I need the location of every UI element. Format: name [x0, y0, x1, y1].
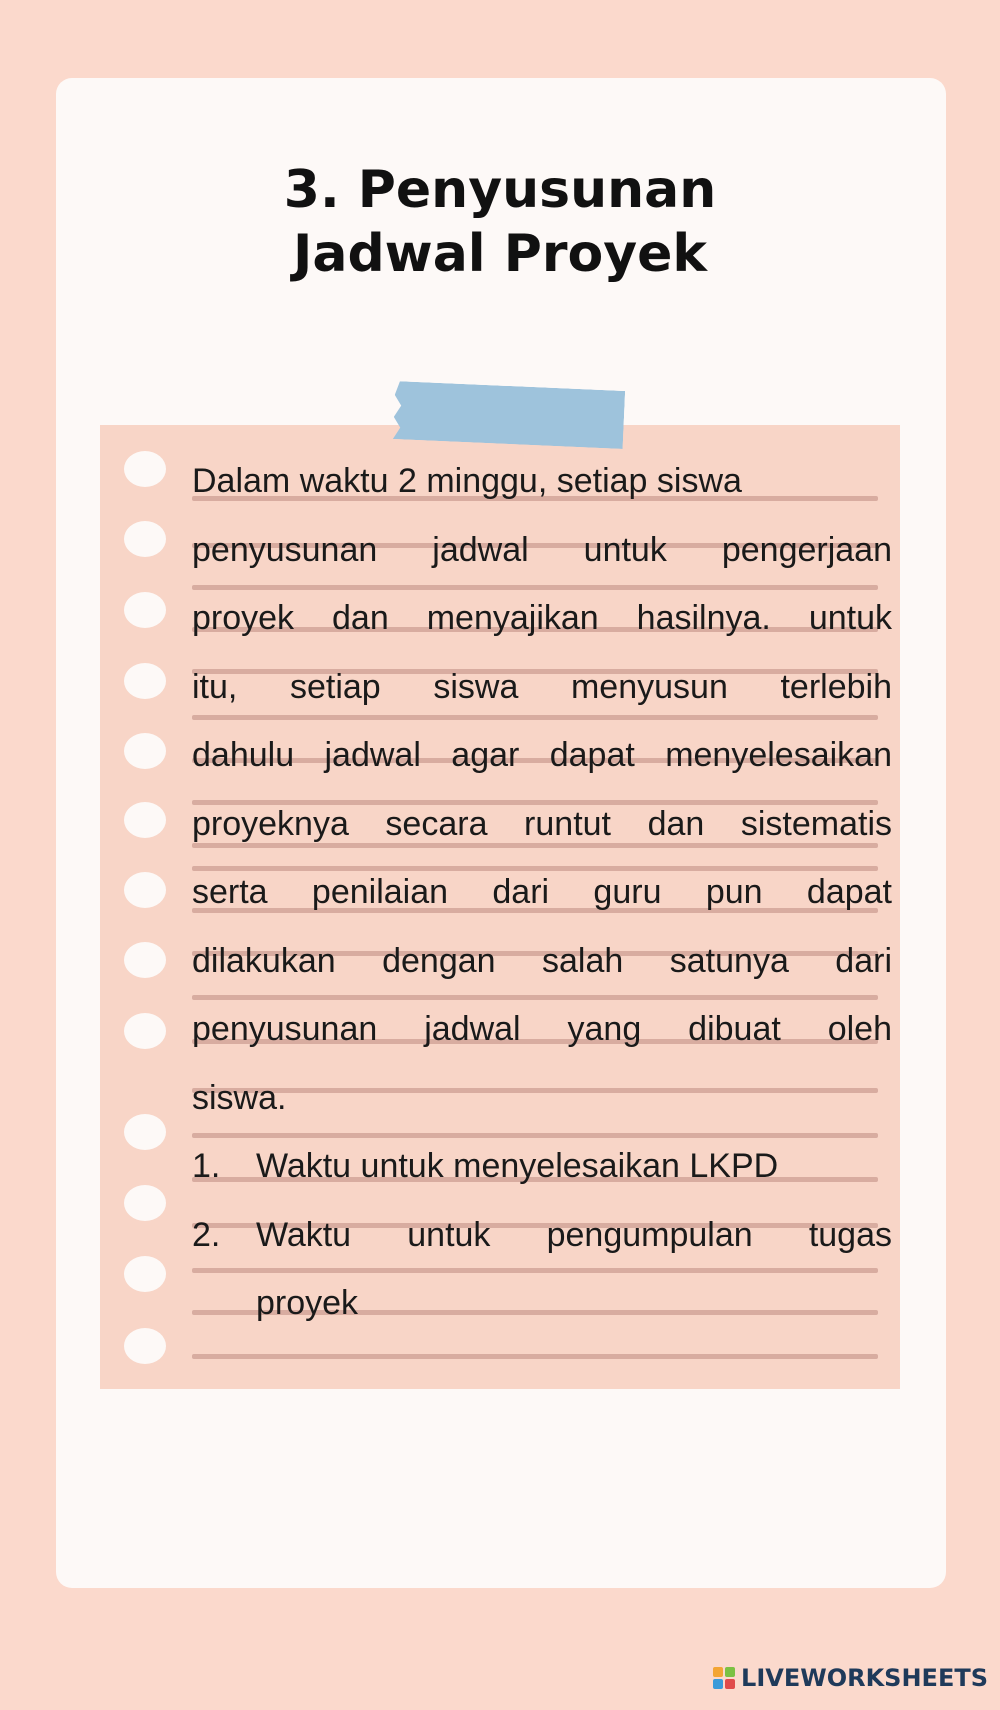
title-line-2: Jadwal Proyek: [293, 224, 707, 284]
binder-hole: [124, 663, 166, 699]
list-number: 1.: [192, 1147, 221, 1185]
paragraph-line: dahulu jadwal agar dapat menyelesaikan: [192, 736, 892, 774]
paragraph-line: penyusunan jadwal untuk pengerjaan: [192, 530, 892, 569]
binder-hole: [124, 802, 166, 838]
liveworksheets-icon: [713, 1667, 735, 1689]
ruled-line: [192, 1354, 878, 1359]
paragraph-line: serta penilaian dari guru pun dapat: [192, 873, 892, 911]
body-text: [192, 447, 892, 1338]
liveworksheets-logo: [713, 1664, 988, 1692]
binder-hole: [124, 733, 166, 769]
binder-hole: [124, 1256, 166, 1292]
binder-hole: [124, 1328, 166, 1364]
list-item: [192, 1132, 892, 1201]
binder-hole: [124, 942, 166, 978]
paragraph-line: siswa.: [192, 1078, 287, 1117]
binder-hole: [124, 1013, 166, 1049]
list-text: Waktu untuk menyelesaikan LKPD: [256, 1147, 779, 1185]
paragraph-line: Dalam waktu 2 minggu, setiap siswa: [192, 462, 742, 500]
paragraph-line: dilakukan dengan salah satunya dari: [192, 941, 892, 980]
page-title: [0, 158, 1000, 286]
binder-hole: [124, 1185, 166, 1221]
paragraph-line: itu, setiap siswa menyusun terlebih: [192, 667, 892, 706]
paragraph-line: proyeknya secara runtut dan sistematis: [192, 804, 892, 843]
list-text: Waktu untuk pengumpulan tugas: [256, 1215, 892, 1254]
paragraph-line: proyek dan menyajikan hasilnya. untuk: [192, 599, 892, 637]
binder-hole: [124, 592, 166, 628]
binder-hole: [124, 1114, 166, 1150]
title-line-1: 3. Penyusunan: [283, 160, 717, 220]
paragraph-line: penyusunan jadwal yang dibuat oleh: [192, 1010, 892, 1048]
binder-hole: [124, 872, 166, 908]
list-continuation: proyek: [256, 1284, 359, 1322]
tape-strip: [393, 381, 625, 449]
list-item: [192, 1201, 892, 1270]
brand-text: LIVEWORKSHEETS: [741, 1664, 988, 1692]
binder-hole: [124, 451, 166, 487]
list-number: 2.: [192, 1215, 221, 1254]
binder-hole: [124, 521, 166, 557]
